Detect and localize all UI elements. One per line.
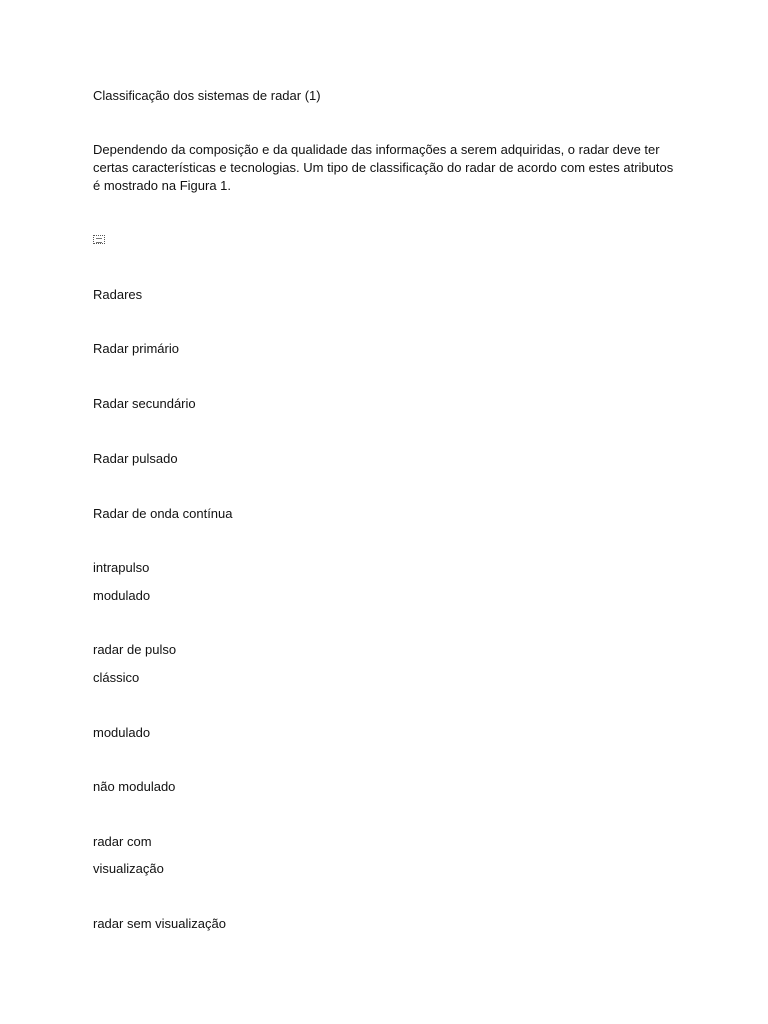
label-radar-pulsado: Radar pulsado [93,451,178,466]
label-radar-primario: Radar primário [93,341,179,356]
label-intrapulso: intrapulso [93,560,150,575]
label-radar-de-pulso: radar de pulso [93,642,177,657]
document-title: Classificação dos sistemas de radar (1) [93,88,321,103]
label-radar-sem-visualizacao: radar sem visualização [93,916,226,931]
intro-line: Dependendo da composição e da qualidade das informações a serem adquiridas, o radar deve ter [93,142,660,157]
label-radar-onda-continua: Radar de onda contínua [93,506,233,521]
label-modulado: modulado [93,588,151,603]
label-radar-secundario: Radar secundário [93,396,196,411]
label-visualizacao: visualização [93,861,164,876]
label-modulado-2: modulado [93,725,151,740]
label-nao-modulado: não modulado [93,779,176,794]
intro-line: é mostrado na Figura 1. [93,178,232,193]
intro-line: certas características e tecnologias. Um tipo de classificação do radar de acordo com estes atributos [93,160,674,175]
label-classico: clássico [93,670,140,685]
intro-paragraph [93,141,683,195]
broken-image-icon [93,235,105,244]
label-radares: Radares [93,287,143,302]
label-radar-com: radar com [93,834,152,849]
